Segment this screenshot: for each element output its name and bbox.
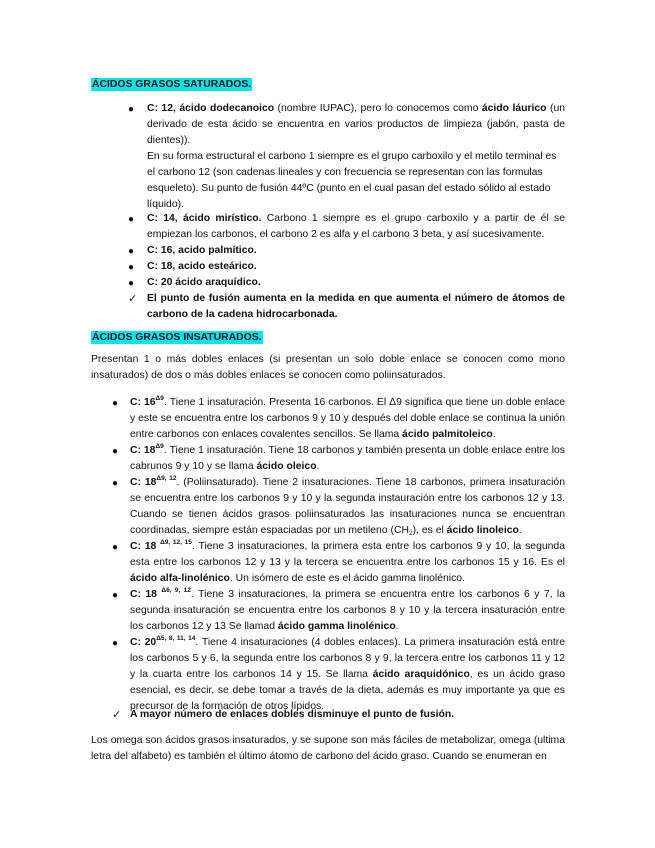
bullet-icon: ● — [128, 278, 135, 289]
c16-text: C: 16, acido palmítico. — [147, 245, 257, 256]
i2-superscript: Δ9 — [155, 443, 164, 450]
saturated-conclusion-text: El punto de fusión aumenta en la medida en que aumenta el número de átomos de carbono de la cadena hidrocarbonada. — [147, 293, 565, 320]
bullet-icon: ● — [112, 446, 119, 457]
i1-acid-name: ácido palmitoleico — [402, 429, 493, 440]
i5-superscript: Δ6, 9, 12 — [161, 587, 191, 594]
i3-label: C: 18 — [130, 477, 157, 488]
bullet-icon: ● — [128, 262, 135, 273]
i5-text: . Tiene 3 insaturaciones, la primera se encuentra entre los carbonos 6 y 7, la segunda insaturación se encuentra entre los carbonos 8 y 10 y la tercera insaturación entre los carbonos 12 y 13 Se llamad — [130, 589, 566, 632]
i5-label: C: 18 — [130, 589, 157, 600]
list-item-c14 — [147, 211, 565, 243]
c18-text: C: 18, acido esteárico. — [147, 261, 257, 272]
list-item-c18-delta6-9-12: C: 18 $^{\Delta 6, 9, 12}$. Tiene 3 insaturaciones, la primera se encuentra entre los carbonos 6 y 7, la segunda insaturación se encuentra entre los carbonos 8 y 10 y la tercera insaturación entre los carbonos 12 y 13 Se llamad ácido gamma linolénico. — [130, 587, 566, 632]
unsaturated-conclusion-text: A mayor número de enlaces dobles disminuye el punto de fusión. — [130, 709, 455, 720]
list-item-c16-delta9: C: $16^{\Delta 9}$. Tiene 1 insaturación. Presenta 16 carbonos. El Δ9 significa que tiene un doble enlace y este se encuentra entre los carbonos 9 y 10 y después del doble enlace se continua la unión entre carbonos con enlaces covalentes sencillos. Se llama ácido palmitoleico. — [130, 395, 565, 440]
i1-text: . Tiene 1 insaturación. Presenta 16 carbonos. El Δ9 significa que tiene un doble enlace y este se encuentra entre los carbonos 9 y 10 y después del doble enlace se continua la unión entre carbonos con enlaces covalentes sencillos. Se llama — [130, 397, 565, 440]
i5-acid-name: ácido gamma linolénico — [277, 621, 396, 632]
omega-paragraph: Los omega son ácidos grasos insaturados, y se supone son más fáciles de metabolizar, omega (ultima letra del alfabeto) es también el último átomo de carbono del ácido graso. Cuando se enumeran en — [91, 735, 565, 762]
i4-superscript: Δ9, 12, 15 — [160, 539, 192, 546]
i6-superscript: Δ5, 8, 11, 14 — [156, 635, 196, 642]
c12-text1: (nombre IUPAC), pero lo conocemos como — [274, 103, 482, 114]
list-item-c20 — [147, 275, 565, 291]
list-item-c18-delta9: C: $18^{\Delta 9}$. Tiene 1 insaturación. Tiene 18 carbonos y también presenta un doble enlace entre los cabrunos 9 y 10 y se llama ácido oleico. — [130, 443, 565, 472]
i2-label: C: 18 — [130, 445, 156, 456]
list-item-c16 — [147, 243, 565, 259]
bullet-icon: ● — [112, 590, 119, 601]
c14-label: C: 14, — [147, 213, 178, 224]
i4-text2: . Un isómero de este es el ácido gamma linolénico. — [229, 573, 465, 584]
saturated-conclusion — [147, 291, 565, 323]
bullet-icon: ● — [112, 398, 119, 409]
bullet-icon: ● — [112, 478, 119, 489]
list-item-c18-delta9-12-15 — [130, 539, 565, 587]
i6-text2: , es un ácido graso esencial, es decir, se debe tomar a través de la dieta, además es muy importante ya que es precursor de la formación de otros lípidos. — [130, 669, 565, 712]
i3-text: . (Poliinsaturado). Tiene 2 insaturaciones. Tiene 18 carbonos, primera insaturación se encuentra entre los carbonos 9 y 10 y la segunda instauración entre los carbonos 12 y 13. Cuando se tienen ácidos grasos poliinsaturados las insaturaciones nunca se encuentran coordinadas, siempre están espaciadas por un metileno (CH — [130, 477, 565, 536]
i3-subscript: 2 — [408, 530, 413, 537]
bullet-icon: ● — [112, 542, 119, 553]
unsaturated-intro: Presentan 1 o más dobles enlaces (si presentan un solo doble enlace se conocen como mono insaturados) de dos o más dobles enlaces se conocen como poliinsaturados. — [91, 354, 565, 381]
c14-name: ácido mirístico. — [182, 213, 262, 224]
list-item-c20-delta5-8-11-14 — [130, 635, 565, 715]
i6-label: C: 20 — [130, 637, 157, 648]
list-item-c18-delta9-12: C: $18^{\Delta 9, 12}$. (Poliinsaturado). Tiene 2 insaturaciones. Tiene 18 carbonos, primera insaturación se encuentra entre los carbonos 9 y 10 y la segunda instauración entre los carbonos 12 y 13. Cuando se tienen ácidos grasos poliinsaturados las insaturaciones nunca se encuentran coordinadas, siempre están espaciadas por un metileno $(CH_2)$, es el ácido linoleico. — [130, 475, 565, 537]
heading-unsaturated: ÁCIDOS GRASOS INSATURADOS. — [92, 332, 262, 343]
i2-text: . Tiene 1 insaturación. Tiene 18 carbonos y también presenta un doble enlace entre los cabrunos 9 y 10 y se llama — [130, 445, 565, 472]
i3-acid-name: ácido linoleico — [446, 525, 519, 536]
c12-name: ácido dodecanoico — [179, 103, 275, 114]
c14-text: Carbono 1 siempre es el grupo carboxilo y a partir de él se empiezan los carbonos, el carbono 2 es alfa y el carbono 3 beta, y así sucesivamente. — [147, 213, 565, 240]
checkmark-icon: ✓ — [128, 293, 138, 305]
bullet-icon: ● — [112, 638, 119, 649]
i1-superscript: Δ9 — [155, 395, 164, 402]
c12-common-name: ácido láurico — [481, 103, 547, 114]
i6-acid-name: ácido araquidónico — [372, 669, 470, 680]
checkmark-icon: ✓ — [112, 709, 122, 721]
unsaturated-conclusion — [130, 707, 565, 723]
c12-structure-paragraph: En su forma estructural el carbono 1 siempre es el grupo carboxilo y el metilo terminal es el carbono 12 (son cadenas lineales y con frecuencia se representan con las formulas esqueleto). Su punto de fusión 44ºC (punto en el cual pasan del estado sólido al estado líquido). — [147, 151, 557, 210]
i6-text: . Tiene 4 insaturaciones (4 dobles enlaces). La primera insaturación está entre los carbonos 5 y 6, la segunda entre los carbonos 8 y 9, la tercera entre los carbonos 11 y 12 y la cuarta entre los carbonos 14 y 15. Se llama — [130, 637, 565, 680]
list-item-c12 — [147, 101, 565, 149]
i1-label: C: 16 — [130, 397, 156, 408]
i4-label: C: 18 — [130, 541, 157, 552]
i2-acid-name: ácido oleico — [256, 461, 317, 472]
bullet-icon: ● — [128, 104, 135, 115]
i3-superscript: Δ9, 12 — [156, 475, 177, 482]
c20-text: C: 20 ácido araquídico. — [147, 277, 261, 288]
i3-text2: ), es el — [412, 525, 447, 536]
i4-acid-name: ácido alfa-linolénico — [130, 573, 230, 584]
c12-label: C: 12, — [147, 103, 176, 114]
c12-text2: (un derivado de esta ácido se encuentra en varios productos de limpieza (jabón, pasta de dientes)). — [147, 103, 566, 146]
i4-text: . Tiene 3 insaturaciones, la primera esta entre los carbonos 9 y 10, la segunda esta entre los carbonos 12 y 13 y la tercera se encuentra entre los carbonos 15 y 16. Es el — [130, 541, 565, 568]
bullet-icon: ● — [128, 246, 135, 257]
heading-saturated: ÁCIDOS GRASOS SATURADOS. — [92, 79, 252, 90]
bullet-icon: ● — [128, 214, 135, 225]
list-item-c18 — [147, 259, 565, 275]
